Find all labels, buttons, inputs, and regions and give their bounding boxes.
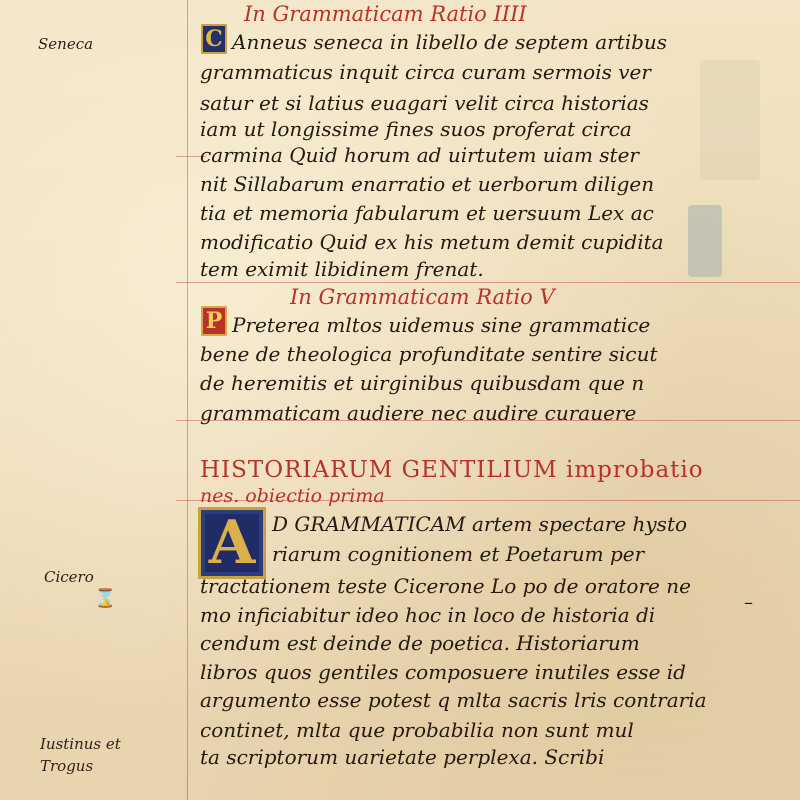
text-line: mo inficiabitur ideo hoc in loco de historia di	[200, 603, 656, 627]
rubric-heading-ratio-4: In Grammaticam Ratio IIII	[244, 2, 527, 26]
margin-note-cicero: Cicero	[44, 568, 94, 586]
text-line: tia et memoria fabularum et uersuum Lex ac	[200, 201, 654, 225]
decorated-initial-a: A	[198, 507, 266, 579]
text-line: tractationem teste Cicerone Lo po de oratore ne	[200, 574, 691, 598]
margin-note-seneca: Seneca	[38, 35, 94, 53]
text-line: Preterea mltos uidemus sine grammatice	[232, 313, 651, 337]
text-line: libros quos gentiles composuere inutiles esse id	[200, 660, 686, 684]
text-line: iam ut longissime fines suos proferat circa	[200, 117, 632, 141]
paper-stain	[688, 205, 722, 277]
decorated-initial-c: C	[201, 24, 227, 54]
text-line: argumento esse potest q mlta sacris lris contraria	[200, 688, 707, 712]
text-line: ta scriptorum uarietate perplexa. Scribi	[200, 745, 605, 769]
rubric-heading-obiectio: nes. obiectio prima	[200, 485, 385, 507]
rubric-heading-historiarum: HISTORIARUM GENTILIUM improbatio	[200, 457, 704, 483]
text-line: nit Sillabarum enarratio et uerborum diligen	[200, 172, 655, 196]
margin-mark: ⌛	[94, 588, 117, 609]
text-line: grammaticam audiere nec audire curauere	[200, 401, 637, 425]
paper-stain	[700, 60, 760, 180]
margin-dash: –	[744, 592, 753, 613]
text-line: tem eximit libidinem frenat.	[200, 257, 484, 281]
text-line: continet, mlta que probabilia non sunt mul	[200, 718, 634, 742]
text-line: riarum cognitionem et Poetarum per	[272, 542, 645, 566]
text-line: de heremitis et uirginibus quibusdam que n	[200, 371, 645, 395]
rubric-heading-ratio-5: In Grammaticam Ratio V	[290, 285, 555, 309]
ruling-line	[176, 282, 800, 283]
margin-note-iustinus: Iustinus et Trogus	[40, 735, 121, 775]
text-line: satur et si latius euagari velit circa historias	[200, 91, 649, 115]
text-line: modificatio Quid ex his metum demit cupidita	[200, 230, 664, 254]
text-line: cendum est deinde de poetica. Historiarum	[200, 631, 640, 655]
text-line: Anneus seneca in libello de septem artibus	[232, 30, 668, 54]
text-line: carmina Quid horum ad uirtutem uiam ster	[200, 143, 639, 167]
decorated-initial-p: P	[201, 306, 227, 336]
text-line: bene de theologica profunditate sentire sicut	[200, 342, 658, 366]
text-line: grammaticus inquit circa curam sermois ver	[200, 60, 651, 84]
margin-ruling-line	[187, 0, 188, 800]
text-line: D GRAMMATICAM artem spectare hysto	[272, 512, 688, 536]
